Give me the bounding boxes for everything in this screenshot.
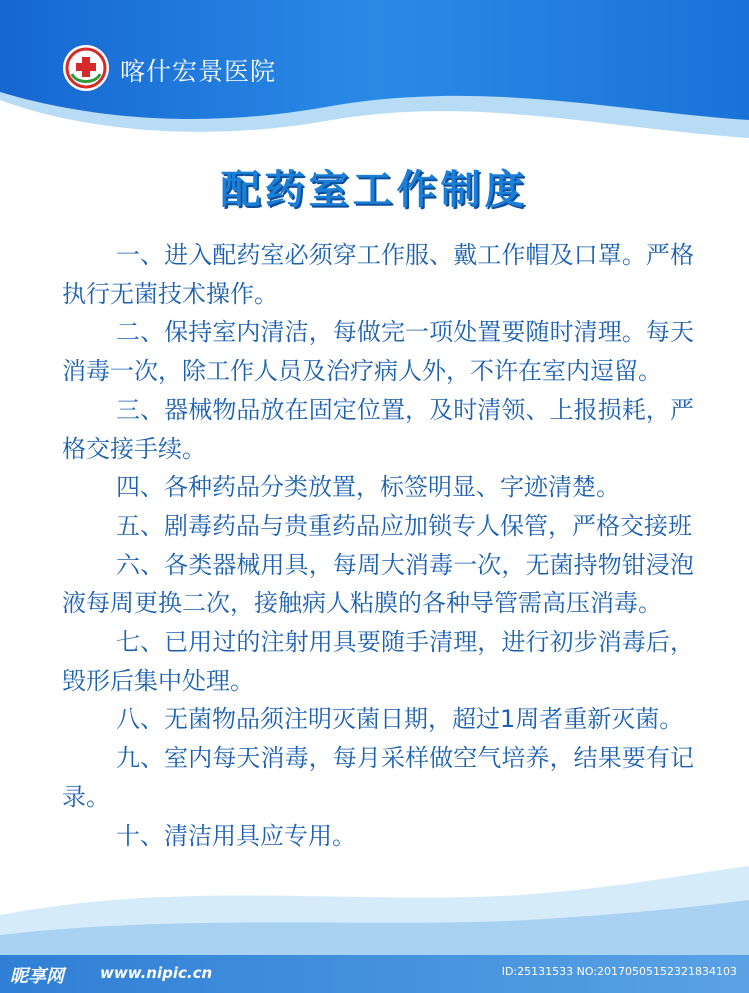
rule-item: 四、各种药品分类放置，标签明显、字迹清楚。 — [116, 473, 620, 502]
site-url[interactable]: www.nipic.cn — [100, 964, 213, 982]
rule-item: 三、器械物品放在固定位置，及时清领、上报损耗，严格交接手续。 — [62, 395, 694, 463]
rule-item: 七、已用过的注射用具要随手清理，进行初步消毒后，毁形后集中处理。 — [62, 628, 694, 695]
page-title: 配药室工作制度 — [220, 167, 529, 213]
rule-item: 二、保持室内清洁，每做完一项处置要随时清理。每天消毒一次，除工作人员及治疗病人外，不许在室内逗留。 — [62, 318, 694, 386]
site-logo: 昵享网 — [10, 966, 64, 987]
rule-item: 十、清洁用具应专用。 — [116, 821, 356, 850]
rule-item: 五、剧毒药品与贵重药品应加锁专人保管，严格交接班 — [116, 511, 692, 540]
rule-item: 六、各类器械用具，每周大消毒一次，无菌持物钳浸泡液每周更换二次，接触病人粘膜的各种导管需高压消毒。 — [62, 550, 694, 618]
hospital-cross-emblem-icon — [62, 44, 110, 92]
rules-list — [62, 236, 694, 855]
image-id: ID:25131533 NO:20170505152321834103 — [501, 965, 737, 978]
rule-item: 八、无菌物品须注明灭菌日期，超过1周者重新灭菌。 — [116, 705, 684, 734]
rule-item: 一、进入配药室必须穿工作服、戴工作帽及口罩。严格执行无菌技术操作。 — [62, 241, 694, 308]
rule-item: 九、室内每天消毒，每月采样做空气培养，结果要有记录。 — [62, 744, 694, 811]
hospital-name: 喀什宏景医院 — [120, 57, 277, 86]
